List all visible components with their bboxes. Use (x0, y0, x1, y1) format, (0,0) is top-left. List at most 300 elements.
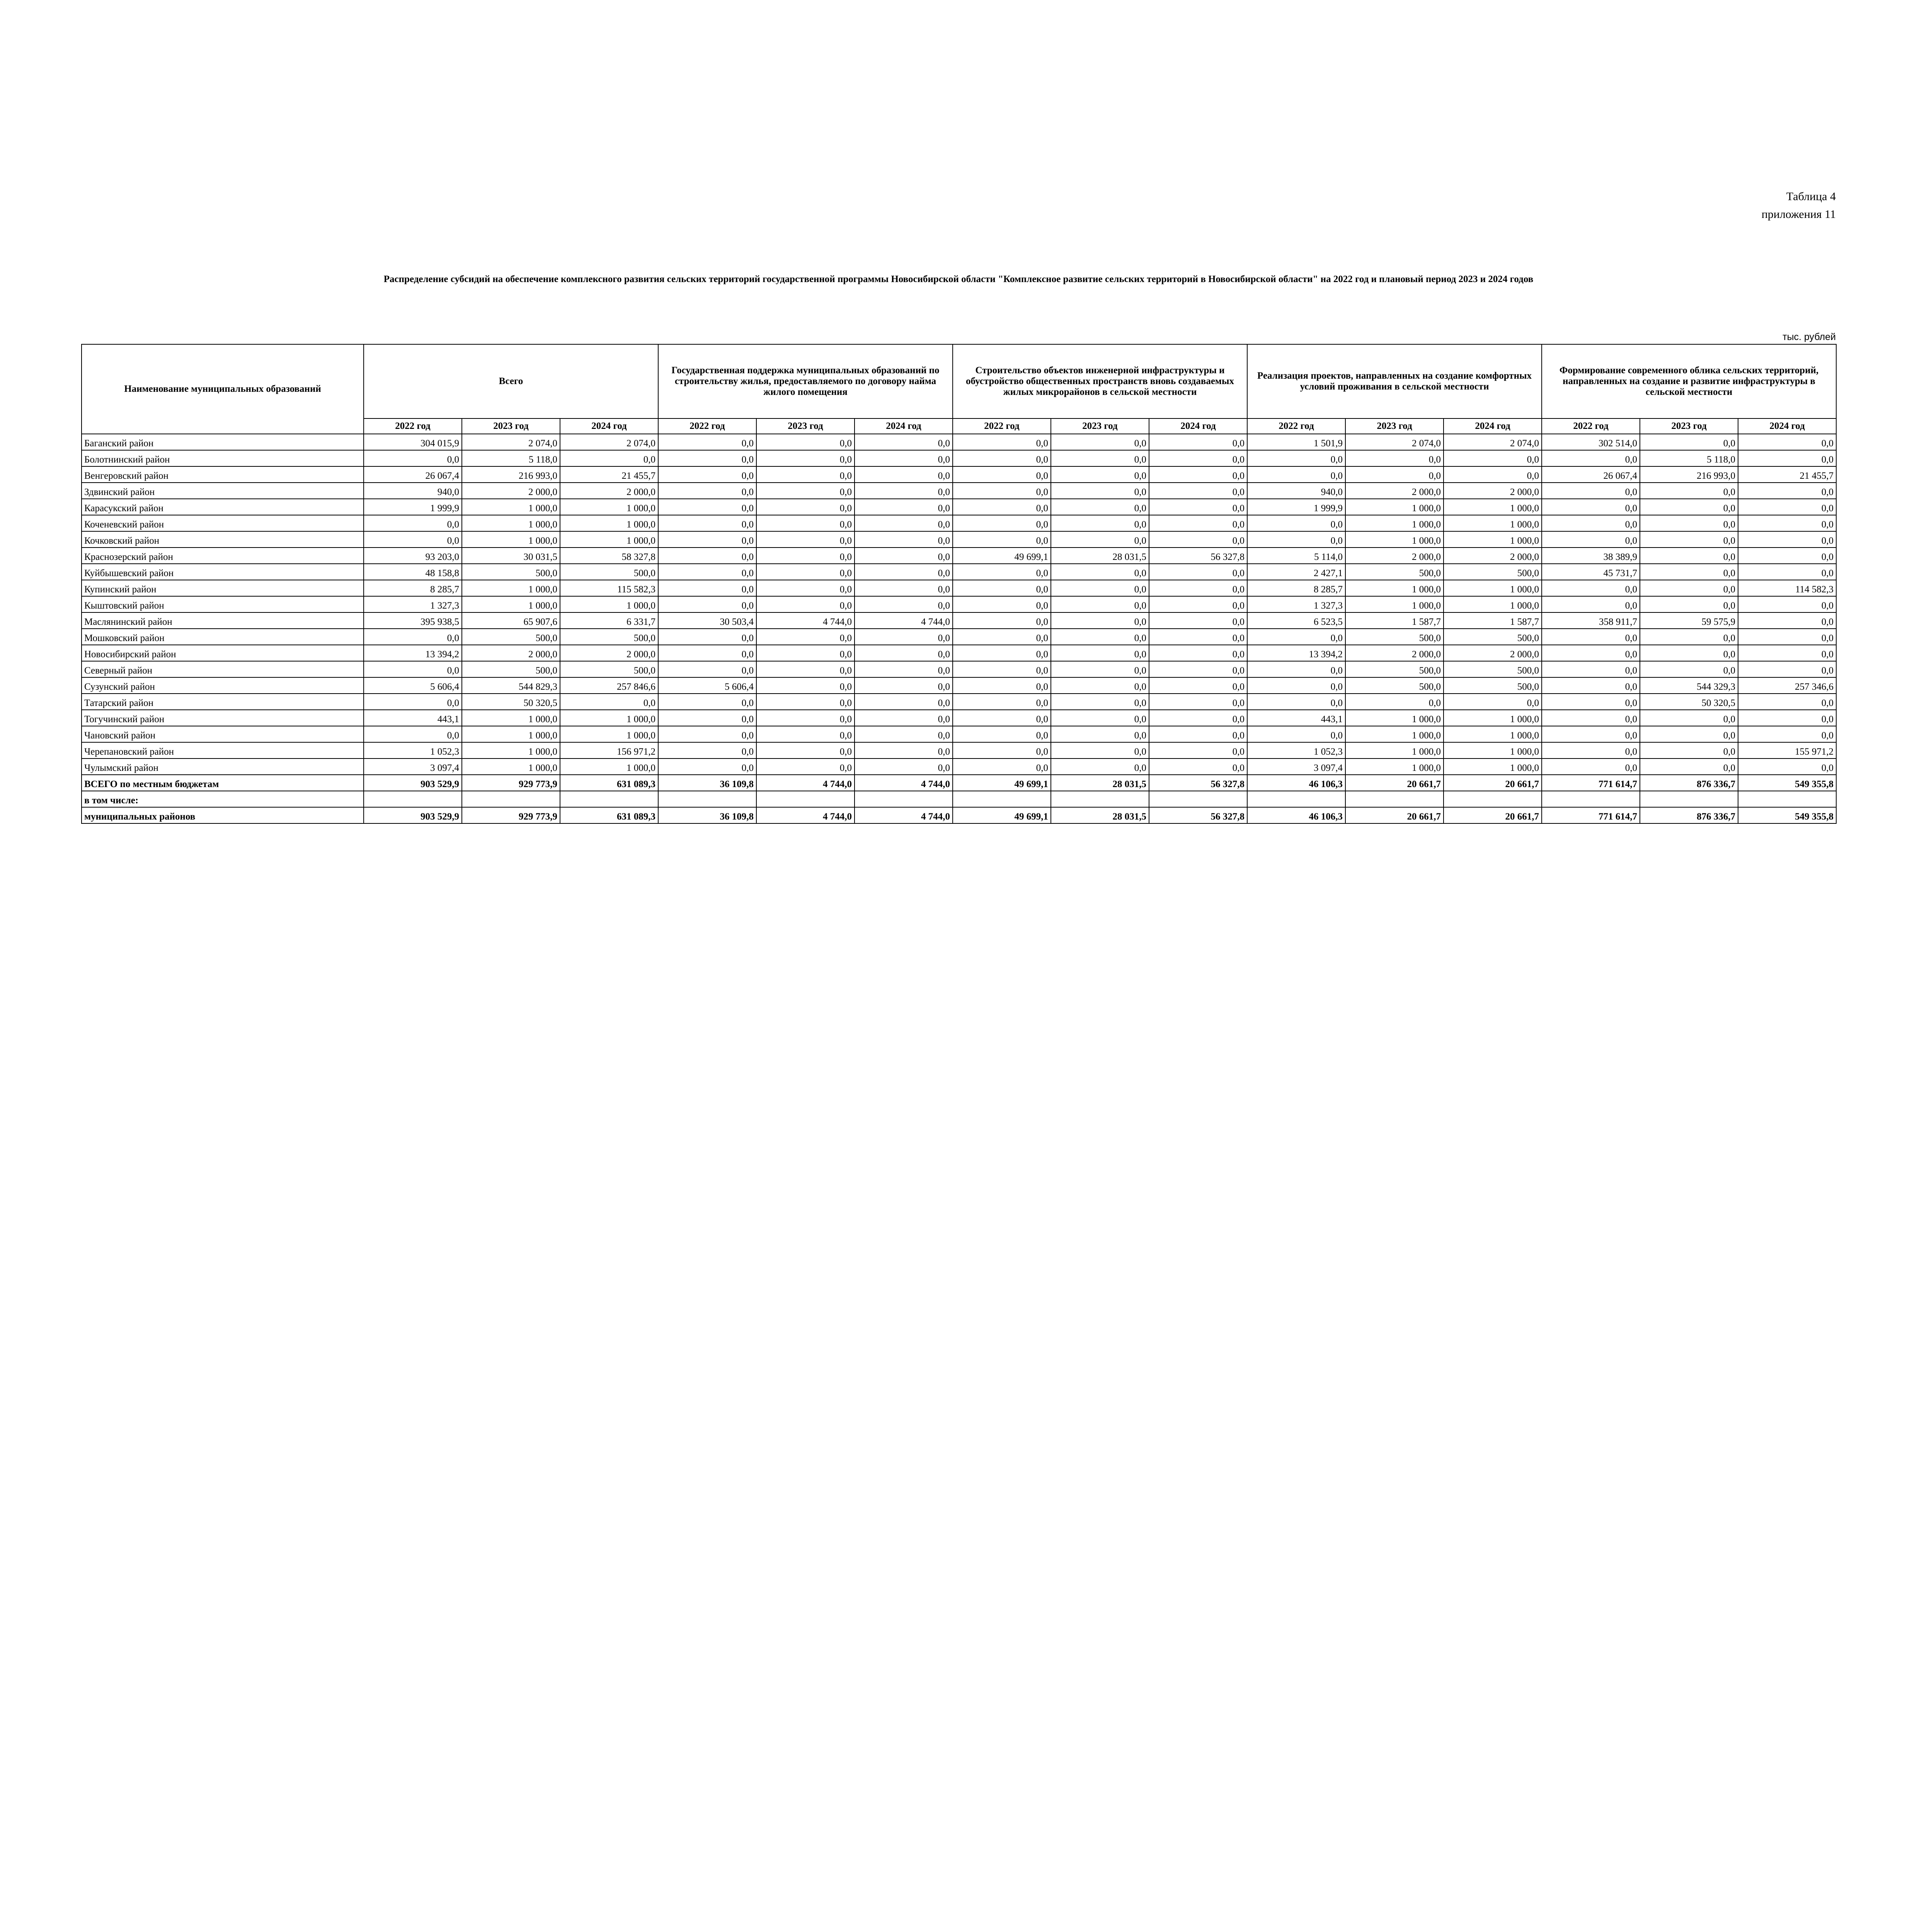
value-cell: 0,0 (658, 499, 756, 515)
value-cell: 156 971,2 (560, 742, 658, 759)
value-cell: 56 327,8 (1149, 775, 1247, 791)
value-cell: 500,0 (1345, 629, 1444, 645)
appendix-label: приложения 11 (1761, 208, 1836, 221)
value-cell: 1 000,0 (1345, 742, 1444, 759)
year-header: 2024 год (1149, 418, 1247, 434)
value-cell: 0,0 (658, 548, 756, 564)
table-row (82, 694, 1836, 710)
table-row (82, 499, 1836, 515)
value-cell: 8 285,7 (364, 580, 462, 596)
value-cell: 0,0 (953, 677, 1051, 694)
value-cell: 0,0 (953, 742, 1051, 759)
table-row (82, 531, 1836, 548)
value-cell: 1 000,0 (1444, 726, 1542, 742)
municipality-name-cell: Чулымский район (82, 759, 364, 775)
value-cell (1247, 791, 1345, 807)
value-cell: 0,0 (953, 450, 1051, 466)
value-cell: 0,0 (1542, 710, 1640, 726)
value-cell: 876 336,7 (1640, 807, 1738, 823)
value-cell (855, 791, 953, 807)
table-row (82, 466, 1836, 483)
value-cell: 0,0 (658, 434, 756, 450)
value-cell: 0,0 (1149, 580, 1247, 596)
value-cell: 0,0 (658, 694, 756, 710)
value-cell: 771 614,7 (1542, 775, 1640, 791)
value-cell: 0,0 (658, 742, 756, 759)
units-label: тыс. рублей (1783, 332, 1836, 342)
value-cell: 0,0 (953, 466, 1051, 483)
value-cell: 443,1 (364, 710, 462, 726)
value-cell: 1 999,9 (364, 499, 462, 515)
value-cell: 0,0 (1640, 726, 1738, 742)
value-cell: 929 773,9 (462, 775, 560, 791)
value-cell: 0,0 (1738, 694, 1836, 710)
value-cell: 0,0 (1542, 742, 1640, 759)
value-cell: 876 336,7 (1640, 775, 1738, 791)
value-cell (1345, 791, 1444, 807)
municipality-name-cell: Венгеровский район (82, 466, 364, 483)
value-cell: 1 000,0 (1345, 759, 1444, 775)
value-cell: 500,0 (560, 629, 658, 645)
value-cell: 0,0 (855, 499, 953, 515)
value-cell: 0,0 (658, 515, 756, 531)
municipality-name-cell: Куйбышевский район (82, 564, 364, 580)
table-row (82, 661, 1836, 677)
value-cell: 0,0 (1051, 450, 1149, 466)
value-cell: 0,0 (855, 726, 953, 742)
municipality-name-cell: Маслянинский район (82, 612, 364, 629)
value-cell: 1 000,0 (462, 726, 560, 742)
value-cell: 544 329,3 (1640, 677, 1738, 694)
table-row (82, 612, 1836, 629)
value-cell: 0,0 (1149, 710, 1247, 726)
value-cell: 0,0 (1247, 726, 1345, 742)
value-cell: 0,0 (756, 434, 855, 450)
value-cell: 0,0 (658, 466, 756, 483)
value-cell: 0,0 (953, 710, 1051, 726)
value-cell: 49 699,1 (953, 548, 1051, 564)
value-cell: 0,0 (756, 515, 855, 531)
value-cell: 1 000,0 (462, 580, 560, 596)
value-cell: 1 999,9 (1247, 499, 1345, 515)
value-cell: 2 000,0 (1444, 483, 1542, 499)
value-cell (1444, 791, 1542, 807)
table-row (82, 450, 1836, 466)
value-cell: 1 000,0 (560, 710, 658, 726)
value-cell: 0,0 (756, 450, 855, 466)
value-cell: 0,0 (756, 710, 855, 726)
value-cell: 1 000,0 (1444, 710, 1542, 726)
value-cell: 0,0 (1738, 450, 1836, 466)
value-cell: 93 203,0 (364, 548, 462, 564)
value-cell: 56 327,8 (1149, 807, 1247, 823)
value-cell (1542, 791, 1640, 807)
value-cell: 2 000,0 (462, 645, 560, 661)
municipality-name-cell: Черепановский район (82, 742, 364, 759)
value-cell: 0,0 (855, 515, 953, 531)
municipality-name-cell: Краснозерский район (82, 548, 364, 564)
value-cell: 5 606,4 (658, 677, 756, 694)
value-cell: 302 514,0 (1542, 434, 1640, 450)
municipality-name-cell: Купинский район (82, 580, 364, 596)
value-cell: 0,0 (364, 515, 462, 531)
value-cell: 0,0 (953, 759, 1051, 775)
value-cell: 2 000,0 (1345, 548, 1444, 564)
value-cell: 58 327,8 (560, 548, 658, 564)
value-cell: 0,0 (1738, 726, 1836, 742)
value-cell: 1 000,0 (1345, 710, 1444, 726)
value-cell: 0,0 (1247, 466, 1345, 483)
value-cell: 903 529,9 (364, 807, 462, 823)
value-cell: 0,0 (1345, 466, 1444, 483)
value-cell: 500,0 (1444, 677, 1542, 694)
value-cell: 0,0 (1444, 694, 1542, 710)
value-cell: 114 582,3 (1738, 580, 1836, 596)
value-cell: 0,0 (1542, 677, 1640, 694)
value-cell: 0,0 (1542, 450, 1640, 466)
value-cell: 0,0 (756, 596, 855, 612)
value-cell: 0,0 (1542, 596, 1640, 612)
value-cell: 46 106,3 (1247, 775, 1345, 791)
value-cell: 5 606,4 (364, 677, 462, 694)
value-cell (1149, 791, 1247, 807)
value-cell: 500,0 (560, 661, 658, 677)
value-cell: 771 614,7 (1542, 807, 1640, 823)
value-cell: 0,0 (364, 726, 462, 742)
value-cell: 13 394,2 (364, 645, 462, 661)
value-cell: 0,0 (756, 726, 855, 742)
group-header-row (82, 344, 1836, 418)
value-cell: 48 158,8 (364, 564, 462, 580)
value-cell: 0,0 (1051, 694, 1149, 710)
value-cell: 28 031,5 (1051, 807, 1149, 823)
year-header: 2023 год (756, 418, 855, 434)
value-cell: 0,0 (1149, 677, 1247, 694)
table-row (82, 580, 1836, 596)
value-cell: 0,0 (1542, 515, 1640, 531)
value-cell: 1 000,0 (462, 759, 560, 775)
value-cell: 0,0 (855, 450, 953, 466)
value-cell: 1 000,0 (1444, 759, 1542, 775)
value-cell: 1 000,0 (1444, 515, 1542, 531)
value-cell: 1 000,0 (462, 499, 560, 515)
value-cell: 2 000,0 (560, 483, 658, 499)
value-cell: 0,0 (756, 580, 855, 596)
value-cell: 0,0 (1444, 450, 1542, 466)
value-cell: 0,0 (1542, 726, 1640, 742)
value-cell: 0,0 (1738, 645, 1836, 661)
year-header: 2022 год (1542, 418, 1640, 434)
table-row (82, 564, 1836, 580)
value-cell: 0,0 (1542, 759, 1640, 775)
value-cell: 1 000,0 (1345, 580, 1444, 596)
value-cell: 304 015,9 (364, 434, 462, 450)
value-cell: 0,0 (658, 531, 756, 548)
table-row (82, 726, 1836, 742)
value-cell: 0,0 (658, 450, 756, 466)
value-cell: 0,0 (1149, 564, 1247, 580)
value-cell: 0,0 (1542, 694, 1640, 710)
value-cell: 0,0 (855, 742, 953, 759)
year-header: 2022 год (953, 418, 1051, 434)
municipality-name-cell: Северный район (82, 661, 364, 677)
value-cell: 0,0 (953, 629, 1051, 645)
value-cell: 0,0 (855, 564, 953, 580)
value-cell: 0,0 (1738, 434, 1836, 450)
value-cell: 500,0 (1444, 564, 1542, 580)
value-cell: 0,0 (855, 434, 953, 450)
value-cell: 4 744,0 (855, 612, 953, 629)
value-cell: 0,0 (1149, 450, 1247, 466)
value-cell: 1 000,0 (560, 499, 658, 515)
value-cell: 1 000,0 (560, 596, 658, 612)
table-row (82, 434, 1836, 450)
municipality-name-cell: Болотнинский район (82, 450, 364, 466)
value-cell: 0,0 (855, 483, 953, 499)
value-cell: 0,0 (1738, 596, 1836, 612)
value-cell: 0,0 (364, 531, 462, 548)
value-cell: 0,0 (1738, 564, 1836, 580)
value-cell: 2 427,1 (1247, 564, 1345, 580)
year-header: 2024 год (1738, 418, 1836, 434)
value-cell: 0,0 (756, 564, 855, 580)
table-row (82, 596, 1836, 612)
value-cell: 631 089,3 (560, 807, 658, 823)
value-cell: 46 106,3 (1247, 807, 1345, 823)
year-header: 2023 год (1640, 418, 1738, 434)
value-cell: 0,0 (1149, 596, 1247, 612)
column-group-infrastructure: Строительство объектов инженерной инфраструктуры и обустройство общественных пространств вновь создаваемых жилых микрорайонов в сельской местности (953, 344, 1247, 418)
value-cell: 0,0 (855, 596, 953, 612)
municipality-name-cell: Здвинский район (82, 483, 364, 499)
year-header: 2023 год (1345, 418, 1444, 434)
value-cell: 500,0 (1345, 661, 1444, 677)
value-cell: 36 109,8 (658, 807, 756, 823)
municipality-name-cell: Коченевский район (82, 515, 364, 531)
value-cell: 0,0 (855, 466, 953, 483)
value-cell: 0,0 (1051, 596, 1149, 612)
value-cell: 1 000,0 (560, 531, 658, 548)
value-cell: 0,0 (855, 759, 953, 775)
value-cell: 500,0 (462, 564, 560, 580)
value-cell: 4 744,0 (756, 612, 855, 629)
value-cell: 20 661,7 (1345, 807, 1444, 823)
value-cell: 1 000,0 (462, 515, 560, 531)
municipality-name-cell: Тогучинский район (82, 710, 364, 726)
value-cell: 3 097,4 (1247, 759, 1345, 775)
value-cell: 0,0 (1640, 499, 1738, 515)
value-cell: 4 744,0 (855, 775, 953, 791)
value-cell: 0,0 (1149, 661, 1247, 677)
table-row (82, 775, 1836, 791)
value-cell: 0,0 (1640, 710, 1738, 726)
value-cell: 1 000,0 (1345, 531, 1444, 548)
value-cell: 0,0 (756, 629, 855, 645)
value-cell: 4 744,0 (756, 775, 855, 791)
value-cell: 0,0 (1640, 580, 1738, 596)
value-cell: 0,0 (1051, 466, 1149, 483)
value-cell: 0,0 (756, 499, 855, 515)
value-cell: 257 346,6 (1738, 677, 1836, 694)
value-cell: 155 971,2 (1738, 742, 1836, 759)
municipality-name-cell: Новосибирский район (82, 645, 364, 661)
value-cell: 1 000,0 (560, 759, 658, 775)
value-cell: 1 000,0 (1444, 531, 1542, 548)
value-cell: 3 097,4 (364, 759, 462, 775)
value-cell: 0,0 (658, 629, 756, 645)
value-cell: 0,0 (756, 645, 855, 661)
value-cell: 1 000,0 (560, 726, 658, 742)
value-cell: 0,0 (1149, 629, 1247, 645)
value-cell: 0,0 (1640, 629, 1738, 645)
value-cell: 0,0 (1149, 531, 1247, 548)
value-cell: 2 000,0 (1444, 548, 1542, 564)
value-cell: 0,0 (1738, 612, 1836, 629)
value-cell: 0,0 (756, 548, 855, 564)
value-cell: 0,0 (1247, 515, 1345, 531)
value-cell: 0,0 (1051, 434, 1149, 450)
year-header: 2024 год (560, 418, 658, 434)
value-cell: 358 911,7 (1542, 612, 1640, 629)
value-cell: 0,0 (1738, 548, 1836, 564)
value-cell: 1 000,0 (1444, 742, 1542, 759)
value-cell: 0,0 (953, 694, 1051, 710)
value-cell: 1 052,3 (364, 742, 462, 759)
value-cell: 0,0 (855, 645, 953, 661)
column-group-total: Всего (364, 344, 658, 418)
year-header: 2023 год (462, 418, 560, 434)
value-cell: 500,0 (1444, 629, 1542, 645)
municipality-column-header: Наименование муниципальных образований (82, 344, 364, 434)
value-cell: 50 320,5 (1640, 694, 1738, 710)
value-cell: 500,0 (1345, 677, 1444, 694)
value-cell: 0,0 (1738, 499, 1836, 515)
value-cell: 0,0 (1051, 742, 1149, 759)
value-cell: 0,0 (855, 629, 953, 645)
value-cell: 49 699,1 (953, 775, 1051, 791)
value-cell: 1 000,0 (1345, 596, 1444, 612)
value-cell: 1 501,9 (1247, 434, 1345, 450)
value-cell: 0,0 (953, 645, 1051, 661)
municipality-name-cell: Кыштовский район (82, 596, 364, 612)
value-cell: 0,0 (1640, 564, 1738, 580)
value-cell: 0,0 (1640, 515, 1738, 531)
value-cell: 20 661,7 (1444, 807, 1542, 823)
value-cell: 0,0 (953, 580, 1051, 596)
value-cell: 500,0 (1444, 661, 1542, 677)
value-cell: 2 000,0 (560, 645, 658, 661)
value-cell: 216 993,0 (1640, 466, 1738, 483)
value-cell: 26 067,4 (364, 466, 462, 483)
table-number-label: Таблица 4 (1786, 190, 1836, 203)
value-cell: 2 074,0 (560, 434, 658, 450)
value-cell: 30 031,5 (462, 548, 560, 564)
value-cell (1051, 791, 1149, 807)
value-cell: 0,0 (1738, 661, 1836, 677)
year-header: 2023 год (1051, 418, 1149, 434)
municipality-name-cell: ВСЕГО по местным бюджетам (82, 775, 364, 791)
value-cell: 257 846,6 (560, 677, 658, 694)
value-cell: 0,0 (1640, 483, 1738, 499)
value-cell: 6 331,7 (560, 612, 658, 629)
value-cell (462, 791, 560, 807)
value-cell: 0,0 (1247, 694, 1345, 710)
value-cell: 0,0 (1542, 483, 1640, 499)
value-cell: 0,0 (1051, 515, 1149, 531)
value-cell: 0,0 (953, 726, 1051, 742)
value-cell (953, 791, 1051, 807)
value-cell: 0,0 (1051, 759, 1149, 775)
table-row (82, 759, 1836, 775)
value-cell: 0,0 (855, 531, 953, 548)
table-row (82, 742, 1836, 759)
value-cell: 5 118,0 (1640, 450, 1738, 466)
value-cell: 1 587,7 (1444, 612, 1542, 629)
value-cell (560, 791, 658, 807)
table-row (82, 645, 1836, 661)
value-cell: 1 000,0 (1345, 499, 1444, 515)
value-cell: 1 052,3 (1247, 742, 1345, 759)
table-row (82, 791, 1836, 807)
value-cell: 0,0 (658, 759, 756, 775)
column-group-modern-appearance: Формирование современного облика сельских территорий, направленных на создание и развитие инфраструктуры в сельской местности (1542, 344, 1836, 418)
value-cell: 0,0 (1149, 612, 1247, 629)
year-header: 2022 год (1247, 418, 1345, 434)
table-row (82, 677, 1836, 694)
column-group-comfort-projects: Реализация проектов, направленных на создание комфортных условий проживания в сельской местности (1247, 344, 1542, 418)
value-cell: 0,0 (756, 742, 855, 759)
value-cell: 28 031,5 (1051, 775, 1149, 791)
value-cell: 0,0 (1051, 645, 1149, 661)
value-cell: 500,0 (1345, 564, 1444, 580)
value-cell: 0,0 (953, 434, 1051, 450)
value-cell: 0,0 (364, 450, 462, 466)
value-cell: 28 031,5 (1051, 548, 1149, 564)
value-cell: 0,0 (658, 483, 756, 499)
value-cell: 0,0 (756, 661, 855, 677)
value-cell: 0,0 (855, 694, 953, 710)
value-cell: 500,0 (462, 661, 560, 677)
value-cell: 0,0 (1051, 531, 1149, 548)
value-cell: 0,0 (756, 694, 855, 710)
value-cell: 1 000,0 (1444, 580, 1542, 596)
value-cell: 0,0 (1051, 499, 1149, 515)
value-cell: 1 000,0 (1345, 515, 1444, 531)
value-cell: 1 000,0 (462, 596, 560, 612)
value-cell: 0,0 (1149, 434, 1247, 450)
value-cell: 1 000,0 (462, 710, 560, 726)
document-title: Распределение субсидий на обеспечение комплексного развития сельских территорий государственной программы Новосибирской области "Комплексное развитие сельских территорий в Новосибирской области" на 2022 год и плановый период 2023 и 2024 годов (383, 274, 1534, 284)
value-cell: 903 529,9 (364, 775, 462, 791)
value-cell: 0,0 (1738, 710, 1836, 726)
value-cell: 0,0 (1051, 661, 1149, 677)
municipality-name-cell: Баганский район (82, 434, 364, 450)
value-cell: 0,0 (756, 466, 855, 483)
value-cell: 0,0 (756, 759, 855, 775)
value-cell: 940,0 (364, 483, 462, 499)
value-cell: 0,0 (560, 694, 658, 710)
value-cell: 59 575,9 (1640, 612, 1738, 629)
value-cell: 549 355,8 (1738, 807, 1836, 823)
value-cell: 0,0 (1247, 450, 1345, 466)
value-cell: 0,0 (1247, 661, 1345, 677)
value-cell: 38 389,9 (1542, 548, 1640, 564)
value-cell: 0,0 (1051, 710, 1149, 726)
value-cell: 20 661,7 (1444, 775, 1542, 791)
value-cell: 0,0 (658, 710, 756, 726)
value-cell: 0,0 (1640, 596, 1738, 612)
value-cell: 20 661,7 (1345, 775, 1444, 791)
